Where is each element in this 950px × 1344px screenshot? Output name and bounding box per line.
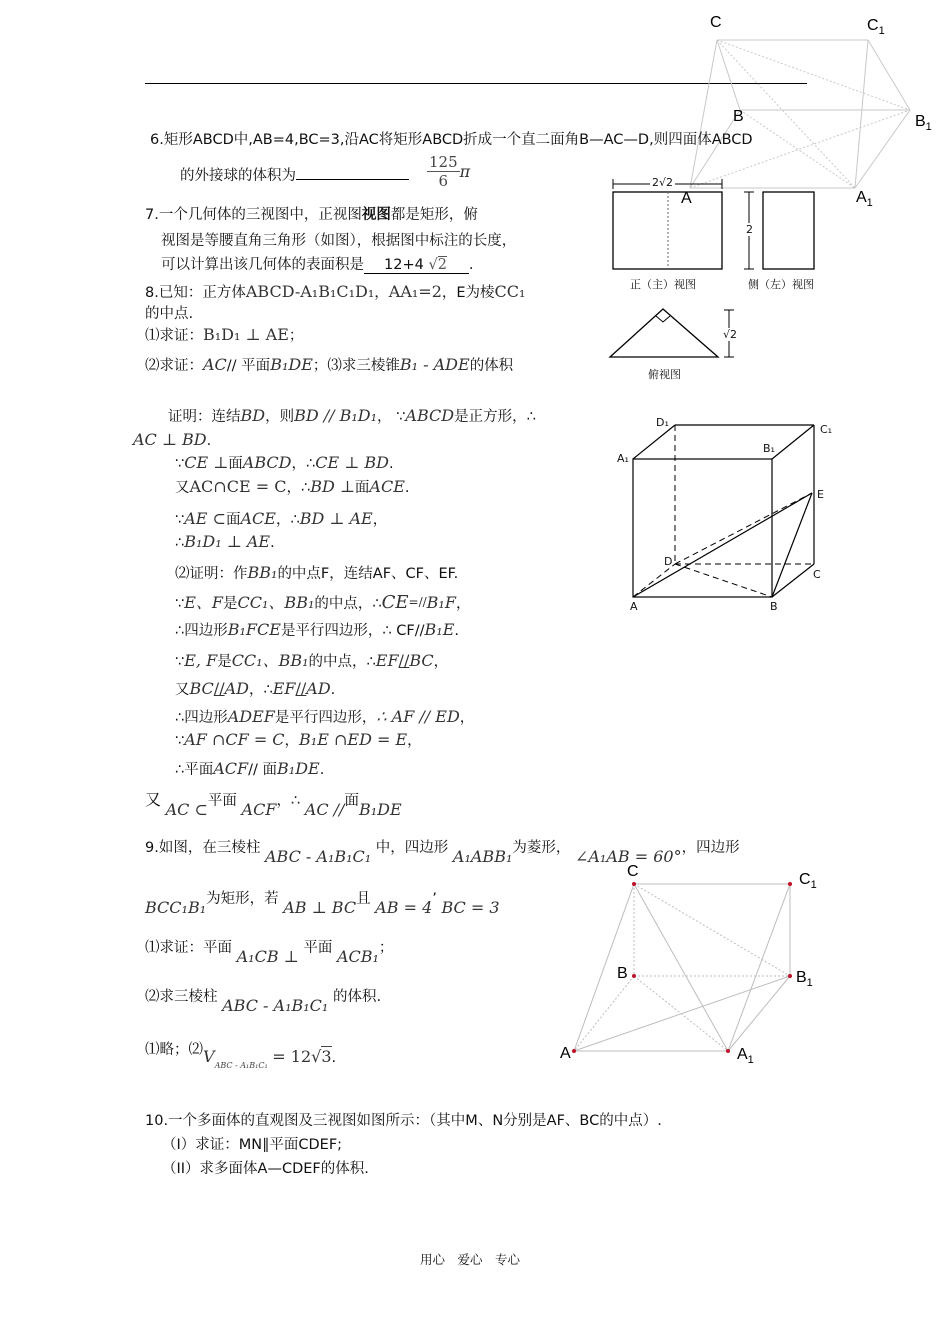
prism-label-c1: $C_1$ (799, 871, 817, 892)
q6-line1: 6.矩形ABCD中,AB=4,BC=3,沿AC将矩形ABCD折成一个直二面角B—AC—D,则四面体ABCD (150, 132, 753, 148)
q7-line2: 视图是等腰直角三角形（如图），根据图中标注的长度， (161, 233, 517, 249)
proof-l9a: ∴四边形 (175, 623, 228, 639)
proof-l15m3: AC // (304, 800, 345, 819)
q7-line3b: . (468, 257, 474, 273)
proof-l4m1: AC∩CE = C (189, 477, 287, 496)
q9-l4m: ABC - A₁B₁C₁ (222, 996, 329, 1015)
prism-label-b1: $B_1$ (796, 969, 813, 990)
proof-l15b: 平面 (207, 793, 237, 809)
q9-l3c: ； (378, 940, 394, 956)
proof-l15m4: B₁DE (358, 800, 402, 819)
q9-l2m2: AB ⊥ BC (283, 898, 357, 917)
q8-p2b: ；⑶求三棱锥 (312, 358, 400, 374)
proof-l3a: ∵ (175, 456, 185, 472)
proof-l1c: ， ∵ (377, 409, 406, 425)
q9-l3b: 平面 (303, 940, 333, 956)
proof-l11sym-b: // (295, 679, 307, 698)
cube-label-e: E (817, 488, 824, 501)
q8-p2m2: // 平面 (226, 358, 271, 374)
proof-l5b: 面 (225, 512, 241, 528)
proof-l1m3: ABCD (405, 406, 455, 425)
proof-l7m: BB₁ (247, 563, 278, 582)
proof-l8m1: E、F (184, 593, 224, 612)
proof-l8m4: B₁F (426, 593, 456, 612)
proof-l8a: ∵ (175, 596, 185, 612)
q8-cube-name: ABCD-A₁B₁C₁D₁ (245, 282, 375, 301)
q9-l5b: . (331, 1050, 337, 1066)
proof-l10m3: EF (375, 651, 399, 670)
top-label-c1: $C_1$ (867, 17, 885, 38)
proof-l4a: 又 (175, 480, 190, 496)
prism-label-c: C (627, 863, 639, 880)
proof-l8m2: CC₁、BB₁ (237, 593, 315, 612)
q9-l3a: ⑴求证：平面 (145, 940, 232, 956)
proof-l13b: ， (284, 733, 300, 749)
proof-l10m1: E, F (184, 651, 218, 670)
proof-l5m1: AE ⊂ (184, 509, 226, 528)
proof-l7b: 的中点F，连结AF、CF、EF. (277, 566, 459, 582)
proof-l3b: 面 (228, 456, 243, 472)
proof-l13m2: B₁E ∩ED = E (299, 730, 408, 749)
q8-p2m3: B₁DE (270, 355, 313, 374)
q8-aa1: AA₁=2 (388, 282, 442, 301)
q9-l4b: 的体积. (332, 989, 382, 1005)
proof-l8b: 是 (223, 596, 238, 612)
proof-l12b: 是平行四边形， (274, 710, 377, 726)
q6-line2-text: 的外接球的体积为 (180, 168, 296, 184)
proof-l11m2: AD (224, 679, 249, 698)
q8-p2a: ⑵求证： (145, 358, 203, 374)
q8-line2: 的中点. (145, 306, 194, 322)
proof-l11b: ，∴ (248, 682, 273, 698)
proof-l1m1: BD (240, 406, 266, 425)
proof-l5d: ， (372, 512, 388, 528)
q8-p2m1: AC (203, 355, 227, 374)
q9-sqrt: √3 (311, 1047, 332, 1066)
proof-l3m2: ABCD (242, 453, 292, 472)
proof-l11c: . (330, 682, 336, 698)
top-label-a: A (681, 190, 692, 207)
proof-l15m2: ACF (241, 800, 277, 819)
proof-l14m2: B₁DE (277, 759, 320, 778)
proof-l3d: . (388, 456, 394, 472)
proof-l1b: ，则 (265, 409, 295, 425)
proof-l6m: B₁D₁ ⊥ AE (184, 532, 271, 551)
proof-l4m3: ACE (369, 477, 405, 496)
q7-line3a: 可以计算出该几何体的表面积是 (161, 257, 364, 273)
q9-l5m2: = 12 (272, 1047, 312, 1066)
q9-l2a: 为矩形，若 (206, 891, 279, 907)
cube-label-a: A (630, 600, 638, 613)
proof-l11sym: // (213, 679, 225, 698)
page-footer: 用心 爱心 专心 (420, 1252, 521, 1267)
q6-numerator: 125 (429, 153, 458, 171)
q9-l5rad: 3 (321, 1047, 332, 1066)
proof-l5a: ∵ (175, 512, 185, 528)
proof-l1d: 是正方形，∴ (454, 409, 536, 425)
q9-l5a: ⑴略；⑵ (145, 1042, 203, 1058)
proof-l9b: 是平行四边形，∴ CF// (280, 623, 425, 639)
proof-l3m3: CE ⊥ BD (315, 453, 389, 472)
q7-line1b: 视图 (361, 207, 391, 223)
proof-l8c: 的中点，∴ (314, 596, 382, 612)
proof-l10m2: CC₁、BB₁ (231, 651, 309, 670)
q8-p1m: B₁D₁ ⊥ AE (203, 325, 289, 344)
q9-l2m4: BC = 3 (441, 898, 500, 917)
prism-label-a: A (560, 1045, 571, 1062)
proof-l1a: 证明：连结 (168, 409, 241, 425)
proof-l10d: ， (433, 654, 449, 670)
proof-l1m2: BD // B₁D₁ (294, 406, 378, 425)
width-label: 2√2 (652, 176, 674, 189)
proof-l4b: ，∴ (286, 480, 311, 496)
proof-l3m1: CE ⊥ (184, 453, 229, 472)
proof-l8sym: =// (408, 595, 427, 609)
proof-l2m: AC ⊥ BD (133, 430, 207, 449)
q9-l3m2: ACB₁ (336, 947, 379, 966)
cube-label-b: B (770, 600, 778, 613)
q9-l2m1: BCC₁B₁ (145, 898, 207, 917)
height-label: 2 (746, 223, 753, 236)
q7-answer-radicand: 2 (437, 257, 447, 273)
q7-answer: 12+4 √2 (364, 257, 469, 274)
top-view-label: √2 (723, 328, 738, 341)
proof-l8d: ， (455, 596, 471, 612)
proof-l9c: . (454, 623, 459, 639)
q8-line1b: ，E为棱 (441, 285, 495, 301)
q7-line1c: 都是矩形，俯 (390, 207, 478, 223)
proof-l13a: ∵ (175, 733, 185, 749)
q8-cc1: CC₁ (494, 282, 526, 301)
top-label-b1: $B_1$ (915, 113, 932, 134)
q10-line3: （II）求多面体A—CDEF的体积. (162, 1161, 369, 1177)
proof-l11m1: BC (189, 679, 214, 698)
proof-l3c: ，∴ (291, 456, 316, 472)
front-caption: 正（主）视图 (630, 278, 696, 291)
proof-l11a: 又 (175, 682, 190, 698)
q9-l1c: 为菱形， (512, 840, 571, 856)
cube-label-d1: D₁ (656, 416, 669, 429)
proof-l14b: // 面 (248, 762, 278, 778)
top-label-a1: $A_1$ (856, 189, 873, 210)
proof-l10c: 的中点，∴ (308, 654, 376, 670)
proof-l12m2: ∴ AF // ED (376, 707, 460, 726)
q8-line1: 8.已知：正方体ABCD-A₁B₁C₁D₁，AA₁=2，E为棱CC₁ (145, 282, 526, 301)
proof-l5m3: BD ⊥ AE (299, 509, 373, 528)
prism-label-b: B (617, 965, 628, 982)
q7-line1a: 7.一个几何体的三视图中，正视图 (145, 207, 362, 223)
proof-l8m3: CE (381, 592, 409, 613)
cube-label-d: D (664, 555, 673, 568)
cube-label-c: C (813, 568, 821, 581)
q9-l2b: 且 (356, 891, 371, 907)
proof-l12m1: ADEF (227, 707, 275, 726)
proof-l6a: ∴ (175, 535, 185, 551)
proof-l13m1: AF ∩CF = C (184, 730, 285, 749)
q9-l1m3: ∠A₁AB = 60° (574, 847, 682, 866)
cube-label-a1: A₁ (617, 452, 629, 465)
proof-l9m2: B₁E (424, 620, 455, 639)
proof-l5c: ，∴ (275, 512, 300, 528)
proof-l2b: . (206, 433, 212, 449)
q8-p2m4: B₁ - ADE (399, 355, 470, 374)
proof-l10m4: BC (409, 651, 434, 670)
q9-l2m3: AB = 4 (375, 898, 433, 917)
proof-l4m2: BD ⊥ (310, 477, 355, 496)
proof-l5m2: ACE (240, 509, 276, 528)
top-label-b: B (733, 108, 744, 125)
proof-l15m1: AC ⊂ (165, 800, 208, 819)
proof-l15d: 面 (344, 793, 359, 809)
proof-l9m1: B₁FCE (227, 620, 281, 639)
q9-l1b: 中，四边形 (375, 840, 449, 856)
proof-l14a: ∴平面 (175, 762, 214, 778)
proof-l10b: 是 (217, 654, 232, 670)
q9-l5sub: ABC - A₁B₁C₁ (214, 1061, 268, 1070)
q7-answer-text: 12+4 (384, 257, 424, 273)
cube-label-c1: C₁ (820, 423, 833, 436)
proof-l6b: . (270, 535, 275, 551)
proof-l4c: 面 (354, 480, 370, 496)
proof-l12a: ∴四边形 (175, 710, 228, 726)
q9-l1m1: ABC - A₁B₁C₁ (264, 847, 372, 866)
proof-l12c: ， (459, 710, 475, 726)
q8-p2c: 的体积 (469, 358, 514, 374)
prism-label-a1: $A_1$ (737, 1046, 754, 1067)
q9-l4a: ⑵求三棱柱 (145, 989, 218, 1005)
q9-l2c: ’ (432, 891, 437, 907)
q6-pi: π (459, 162, 471, 181)
q9-l1a: 9.如图，在三棱柱 (145, 840, 261, 856)
q9-l1d: ，四边形 (681, 840, 740, 856)
side-caption: 侧（左）视图 (748, 278, 814, 291)
proof-l13c: ， (407, 733, 422, 749)
top-caption: 俯视图 (648, 368, 681, 381)
proof-l11m4: AD (306, 679, 331, 698)
q10-line2: （I）求证：MN∥平面CDEF; (162, 1137, 343, 1153)
proof-l7a: ⑵证明：作 (175, 566, 248, 582)
top-label-c: C (710, 14, 722, 31)
proof-l15c: ，∴ (276, 793, 301, 809)
q8-p1b: ； (288, 328, 304, 344)
q6-denominator: 6 (438, 172, 449, 190)
proof-l14m1: ACF (213, 759, 249, 778)
q8-line1a: 8.已知：正方体 (145, 285, 246, 301)
proof-l15a: 又 (145, 790, 162, 809)
q9-l3m1: A₁CB ⊥ (236, 947, 299, 966)
cube-label-b1: B₁ (763, 442, 775, 455)
proof-l14c: . (319, 762, 325, 778)
proof-l4d: . (404, 480, 410, 496)
q9-l1m2: A₁ABB₁ (452, 847, 513, 866)
proof-l11m3: EF (272, 679, 296, 698)
proof-l10a: ∵ (175, 654, 185, 670)
q8-p1a: ⑴求证： (145, 328, 203, 344)
q9-l5m1: V (203, 1047, 215, 1066)
proof-l10sym: // (398, 651, 410, 670)
q10-line1: 10.一个多面体的直观图及三视图如图所示：（其中M、N分别是AF、BC的中点）. (145, 1113, 662, 1129)
